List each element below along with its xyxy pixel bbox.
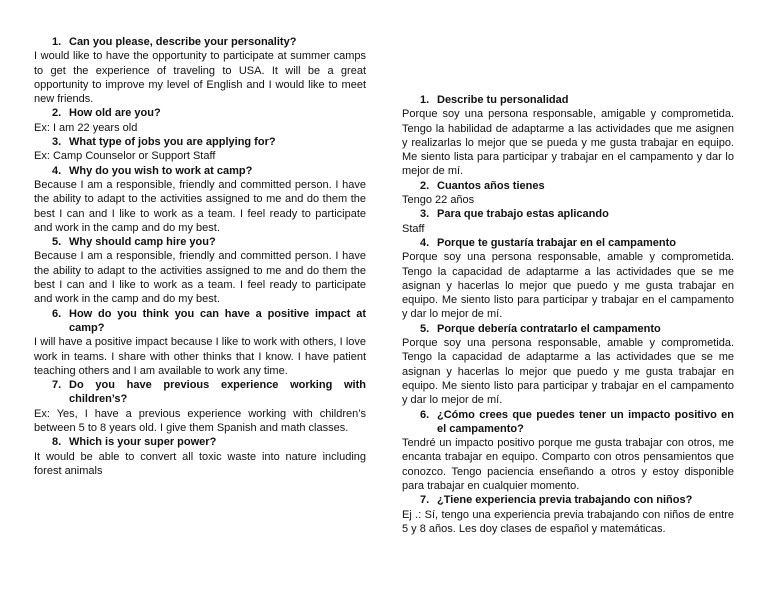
- question-item-4: [34, 164, 366, 235]
- question-item-4: [402, 236, 734, 322]
- answer-text: Staff: [402, 222, 425, 235]
- answer-text: I would like to have the opportunity to participate at summer camps to get the experience of traveling to USA. It will be a great opportunity to improve my level of English and I would like to meet new friends.: [34, 50, 366, 106]
- question-number: 3.: [52, 136, 62, 149]
- answer-text: Porque soy una persona responsable, amable y comprometida. Tengo la capacidad de adaptarme a las actividades que se me asignan y hacerlas lo mejor que puedo y me gusta trabajar en equipo. Me siento listo para participar y trabajar en el campamento y dar lo mejor de mí.: [402, 337, 734, 407]
- question-item-2: [34, 106, 366, 135]
- question-text: Which is your super power?: [69, 436, 217, 449]
- answer-text: Ej .: Sí, tengo una experiencia previa trabajando con niños de entre 5 y 8 años. Les doy clases de español y matemáticas.: [402, 508, 734, 535]
- answer-text: Ex: Camp Counselor or Support Staff: [34, 150, 216, 163]
- question-item-3: [402, 207, 734, 236]
- question-item-7: [34, 378, 366, 435]
- question-text: Can you please, describe your personality?: [69, 36, 297, 48]
- answer-text: Tendré un impacto positivo porque me gusta trabajar con otros, me encanta trabajar en equipo. Comparto con otros pensamientos que conozco. Tengo paciencia enseñando a otros y estoy disponible para trabajar en cualquier momento.: [402, 437, 734, 493]
- answer-text: I will have a positive impact because I like to work with others, I love work in teams. I share with other thinks that I know. I have patient teaching others and I am available to work any time.: [34, 336, 366, 377]
- question-item-6: [402, 408, 734, 494]
- question-item-2: [402, 179, 734, 208]
- question-text: Porque te gustaría trabajar en el campamento: [437, 236, 677, 249]
- answer-text: Because I am a responsible, friendly and committed person. I have the ability to adapt to the activities assigned to me and do them the best I can and I like to work as a team. I feel ready to participate and work in the camp and do my best.: [34, 250, 366, 306]
- question-number: 8.: [52, 436, 62, 449]
- question-number: 1.: [420, 94, 430, 106]
- question-item-3: [34, 135, 366, 164]
- answer-text: It would be able to convert all toxic waste into nature including forest animals: [34, 450, 366, 477]
- question-number: 6.: [52, 307, 62, 320]
- question-text: ¿Cómo crees que puedes tener un impacto positivo en el campamento?: [437, 408, 734, 435]
- question-text: ¿Tiene experiencia previa trabajando con niños?: [437, 494, 693, 507]
- answer-text: Because I am a responsible, friendly and committed person. I have the ability to adapt to the activities assigned to me and do them the best I can and I like to work as a team. I feel ready to participate and work in the camp and do my best.: [34, 178, 366, 234]
- answer-text: Porque soy una persona responsable, amigable y comprometida. Tengo la habilidad de adaptarme a las actividades que me asignen y realizarlas lo mejor que se pueda y me gusta trabajar en equipo. Me siento lista para participar y trabajar en el campamento y dar lo mejor de mí.: [402, 108, 734, 178]
- question-item-6: [34, 307, 366, 378]
- question-number: 3.: [420, 208, 430, 221]
- question-text: Cuantos años tienes: [437, 179, 545, 192]
- question-text: Why should camp hire you?: [69, 236, 216, 249]
- question-text: Describe tu personalidad: [437, 94, 569, 106]
- question-number: 4.: [52, 164, 62, 177]
- question-item-5: [402, 322, 734, 408]
- question-item-1: [402, 93, 734, 179]
- question-item-8: [34, 435, 366, 478]
- english-questions-column: [34, 35, 366, 478]
- question-number: 4.: [420, 236, 430, 249]
- question-text: How do you think you can have a positive impact at camp?: [69, 307, 366, 334]
- question-number: 5.: [420, 322, 430, 335]
- question-text: What type of jobs you are applying for?: [69, 136, 276, 149]
- question-text: Porque debería contratarlo el campamento: [437, 322, 661, 335]
- question-number: 5.: [52, 236, 62, 249]
- question-number: 6.: [420, 408, 430, 421]
- question-item-1: [34, 35, 366, 106]
- answer-text: Porque soy una persona responsable, amable y comprometida. Tengo la capacidad de adaptarme a las actividades que se me asignan y hacerlas lo mejor que puedo y me gusta trabajar en equipo. Me siento listo para participar y trabajar en el campamento y dar lo mejor de mí.: [402, 251, 734, 321]
- question-text: Do you have previous experience working with children’s?: [69, 379, 366, 406]
- question-number: 2.: [420, 179, 430, 192]
- question-number: 7.: [420, 494, 430, 507]
- question-item-7: [402, 493, 734, 536]
- question-number: 7.: [52, 379, 62, 392]
- question-item-5: [34, 235, 366, 306]
- question-text: Para que trabajo estas aplicando: [437, 208, 609, 221]
- spanish-questions-column: [402, 93, 734, 536]
- question-number: 2.: [52, 107, 62, 120]
- answer-text: Ex: Yes, I have a previous experience working with children’s between 5 to 8 years old. I give them Spanish and math classes.: [34, 407, 366, 435]
- question-number: 1.: [52, 36, 62, 48]
- answer-text: Ex: I am 22 years old: [34, 121, 138, 134]
- answer-text: Tengo 22 años: [402, 194, 475, 207]
- question-text: How old are you?: [69, 107, 161, 120]
- question-text: Why do you wish to work at camp?: [69, 164, 253, 177]
